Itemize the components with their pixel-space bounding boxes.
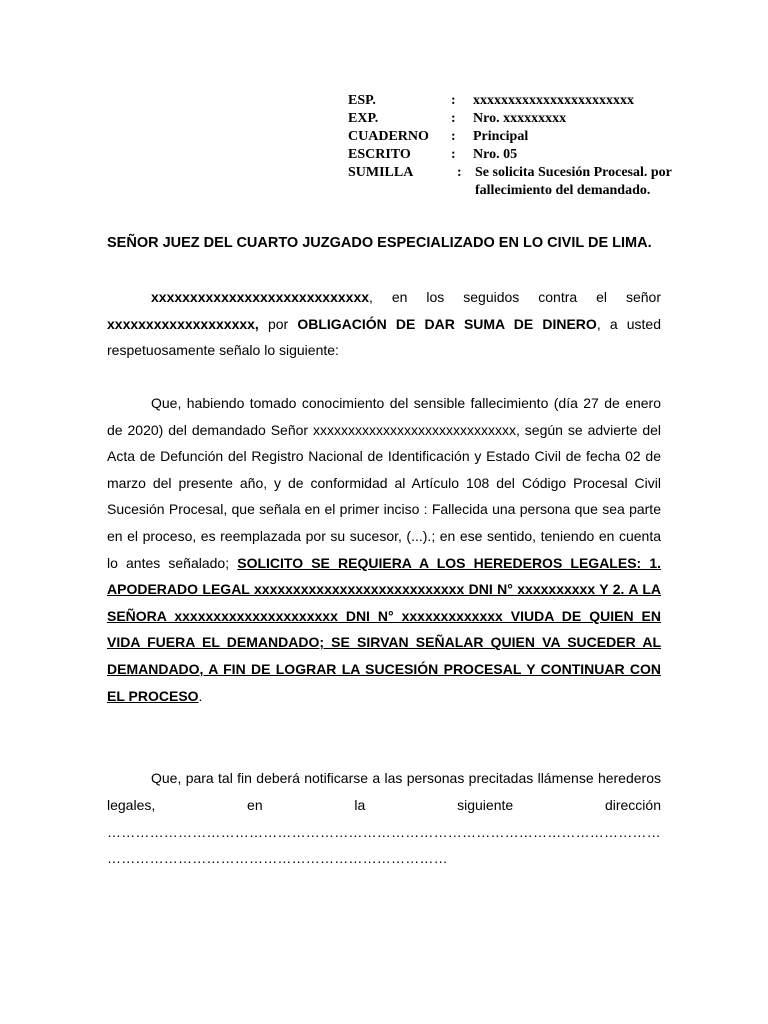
header-row-cuaderno: [348, 128, 675, 146]
addressee: SEÑOR JUEZ DEL CUARTO JUZGADO ESPECIALIZADO EN LO CIVIL DE LIMA.: [107, 235, 652, 251]
text: Que, habiendo tomado conocimiento del sensible fallecimiento (día 27 de enero de 2020) del demandado Señor xxxxxxxxxxxxxxxxxxxxxxxxxxxxx, según se advierte del Acta de Defunción del Registro Nacional de Identificación y Estado Civil de fecha 02 de marzo del presente año, y de conformidad al Artículo 108 del Código Procesal Civil Sucesión Procesal, que señala en el primer inciso : Fallecida una persona que sea parte en el proceso, es reemplazada por su sucesor, (...).; en ese sentido, teniendo en cuenta lo antes señalado;: [107, 395, 661, 571]
header-key: EXP.: [348, 111, 379, 126]
header-row-exp: [348, 110, 675, 128]
paragraph-notify: [107, 765, 661, 818]
paragraph-intro: [107, 284, 661, 364]
defendant-name: xxxxxxxxxxxxxxxxxxx,: [107, 315, 259, 332]
header-row-escrito: [348, 146, 675, 164]
header-colon: :: [451, 129, 456, 144]
case-header: [348, 92, 675, 200]
address-dots-2: ………………………………………………………………: [107, 850, 448, 866]
party-name: xxxxxxxxxxxxxxxxxxxxxxxxxxxx: [151, 289, 370, 305]
text: por: [258, 315, 298, 332]
header-colon: :: [451, 147, 456, 162]
header-value: xxxxxxxxxxxxxxxxxxxxxxx: [473, 93, 634, 108]
request-text: SOLICITO SE REQUIERA A LOS HEREDEROS LEGALES: 1. APODERADO LEGAL xxxxxxxxxxxxxxxxxxxxxxxxxxx DNI N° xxxxxxxxxx Y 2. A LA SEÑORA xxxxxxxxxxxxxxxxxxxxx DNI N° xxxxxxxxxxxxx VIUDA DE QUIEN EN VIDA FUERA EL DEMANDADO; SE SIRVAN SEÑALAR QUIEN VA SUCEDER AL DEMANDADO, A FIN DE LOGRAR LA SUCESIÓN PROCESAL Y CONTINUAR CON EL PROCESO: [107, 554, 661, 704]
header-colon: :: [451, 93, 456, 108]
header-row-sumilla: [348, 164, 675, 200]
header-key: SUMILLA: [348, 165, 414, 180]
text: , en los seguidos contra el señor: [369, 289, 661, 305]
header-colon: :: [457, 165, 462, 180]
header-value: Se solicita Sucesión Procesal. por fallecimiento del demandado.: [475, 165, 672, 198]
header-value: Principal: [473, 129, 529, 144]
text: .: [198, 687, 203, 704]
header-value: Nro. xxxxxxxxx: [473, 111, 567, 126]
paragraph-request: [107, 390, 661, 709]
header-key: ESCRITO: [348, 147, 411, 162]
header-key: CUADERNO: [348, 129, 429, 144]
header-row-esp: [348, 92, 675, 110]
address-dots-1: ………………………………………………………………………………………………………: [107, 824, 661, 840]
header-colon: :: [451, 111, 456, 126]
text: , a usted respetuosamente señalo lo siguiente:: [107, 315, 661, 359]
header-key: ESP.: [348, 93, 376, 108]
text: Que, para tal fin deberá notificarse a las personas precitadas llámense herederos legales, en la siguiente dirección: [107, 770, 661, 813]
matter: OBLIGACIÓN DE DAR SUMA DE DINERO: [297, 315, 597, 332]
header-value: Nro. 05: [473, 147, 518, 162]
